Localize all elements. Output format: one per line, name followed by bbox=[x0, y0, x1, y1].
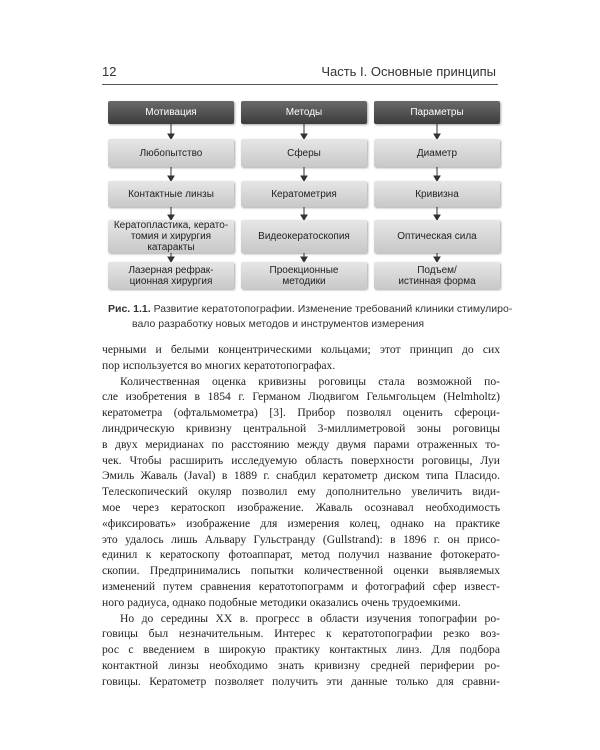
header-rule bbox=[102, 84, 498, 85]
arrow bbox=[434, 124, 440, 139]
arrow bbox=[168, 167, 174, 181]
box-projection-methods: Проекционные методики bbox=[241, 262, 367, 289]
box-keratometry: Кератометрия bbox=[241, 181, 367, 207]
figure-diagram bbox=[108, 101, 498, 291]
box-curiosity: Любопытство bbox=[108, 139, 234, 167]
text-line: Эмиль Жаваль (Javal) в 1889 г. снабдил кератометр диском типа Пласидо. bbox=[102, 469, 500, 483]
arrow bbox=[168, 124, 174, 139]
caption-text: Развитие кератотопографии. Изменение требований клиники стимулиро- bbox=[150, 303, 513, 315]
arrow bbox=[301, 207, 307, 220]
column-header-motivation: Мотивация bbox=[108, 101, 234, 124]
text-line: скопии. Предпринимались попытки количественной оценки выявляемых bbox=[102, 564, 500, 578]
box-keratoplasty: Кератопластика, керато- томия и хирургия катаракты bbox=[108, 220, 234, 253]
text-line: говицы. Кератометр позволяет получить эти данные только для сравни- bbox=[102, 674, 500, 688]
arrow bbox=[301, 124, 307, 139]
text-line: чек. Чтобы расширить исследуемую область поверхности роговицы, Луи bbox=[102, 453, 500, 467]
arrow bbox=[434, 253, 440, 262]
caption-line: вало разработку новых методов и инструментов измерения bbox=[132, 318, 425, 330]
arrow bbox=[434, 207, 440, 220]
box-laser-refractive-surgery: Лазерная рефрак- ционная хирургия bbox=[108, 262, 234, 289]
text-line: Но до середины XX в. прогресс в области изучения топографии ро- bbox=[120, 611, 500, 625]
text-line: линдрическую кривизну центральной 3-миллиметровой зоны роговицы bbox=[102, 421, 500, 435]
text-line: сле изобретения в 1854 г. Германом Людвигом Гельмгольцем (Helmholtz) bbox=[102, 390, 500, 404]
text-line: в двух меридианах по расстоянию между двумя парами отраженных то- bbox=[102, 437, 500, 451]
column-header-parameters: Параметры bbox=[374, 101, 500, 124]
text-line: изменений путем сравнения кератотопограмм и фотографий сфер извест- bbox=[102, 579, 500, 593]
text-line: контактной линзы необходимо знать кривизну средней периферии ро- bbox=[102, 658, 500, 672]
caption-label: Рис. 1.1. bbox=[108, 303, 151, 315]
arrow bbox=[301, 167, 307, 181]
text-line: мое через кератоскоп изображение. Жаваль осознавал необходимость bbox=[102, 500, 500, 514]
text-line: единил к кератоскопу фотоаппарат, метод получил название фотокерато- bbox=[102, 548, 500, 562]
box-spheres: Сферы bbox=[241, 139, 367, 167]
column-header-methods: Методы bbox=[241, 101, 367, 124]
caption-line bbox=[108, 302, 513, 317]
page-number: 12 bbox=[102, 64, 117, 79]
arrow bbox=[434, 167, 440, 181]
text-line: говицы был незначительным. Интерес к кератотопографии резко воз- bbox=[102, 627, 500, 641]
box-videokeratoscopy: Видеокератоскопия bbox=[241, 220, 367, 253]
box-elevation-true-shape: Подъем/ истинная форма bbox=[374, 262, 500, 289]
box-curvature: Кривизна bbox=[374, 181, 500, 207]
body-text bbox=[102, 342, 500, 690]
text-line: «фиксировать» изображение для измерения колец, однако на практике bbox=[102, 516, 500, 530]
arrow bbox=[168, 253, 174, 262]
text-line: кератометра (офтальмометра) [3]. Прибор позволял оценить сфероци- bbox=[102, 406, 500, 420]
box-diameter: Диаметр bbox=[374, 139, 500, 167]
text-line: ного радиуса, однако подобные методики оказались очень трудоемкими. bbox=[102, 595, 461, 609]
text-line: черными и белыми концентрическими кольцами; этот принцип до сих bbox=[102, 343, 500, 356]
text-line: это удалось лишь Альвару Гульстранду (Gullstrand): в 1896 г. он присо- bbox=[102, 532, 500, 546]
text-line: пор используется во многих кератотопографах. bbox=[102, 358, 336, 372]
running-title: Часть I. Основные принципы bbox=[321, 64, 496, 79]
figure-caption bbox=[108, 302, 513, 332]
text-line: Телескопический окуляр позволил ему дополнительно увеличить види- bbox=[102, 485, 500, 499]
box-contact-lenses: Контактные линзы bbox=[108, 181, 234, 207]
arrow bbox=[168, 207, 174, 220]
arrow bbox=[301, 253, 307, 262]
text-line: Количественная оценка кривизны роговицы стала возможной по- bbox=[120, 374, 500, 388]
box-optical-power: Оптическая сила bbox=[374, 220, 500, 253]
text-line: рос с введением в широкую практику контактных линз. Для подбора bbox=[102, 643, 500, 657]
